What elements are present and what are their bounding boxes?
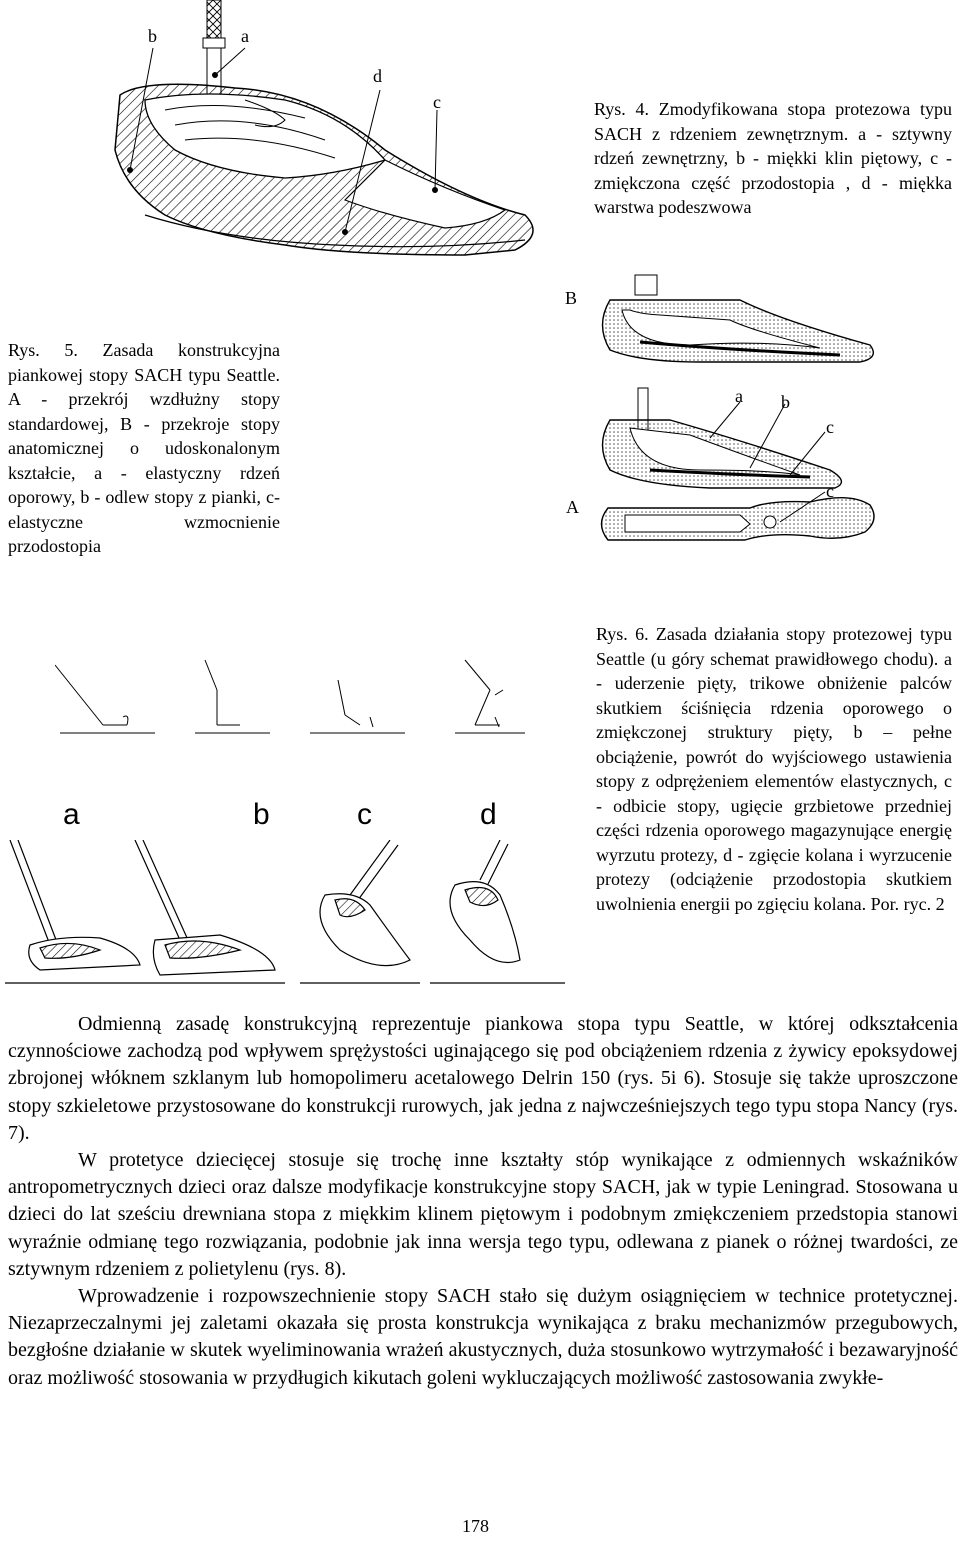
fig4-label-d: d	[373, 66, 382, 86]
fig6-label-b: b	[253, 798, 270, 831]
figure-4-caption: Rys. 4. Zmodyfikowana stopa protezowa typu SACH z rdzeniem zewnętrznym. a - sztywny rdzeń zewnętrzny, b - miękki klin piętowy, c - zmiękczona część przodostopia , d - miękka warstwa podeszwowa	[594, 99, 952, 217]
paragraph-3: Wprowadzenie i rozpowszechnienie stopy SACH stało się dużym osiągnięciem w technice protetycznej. Niezaprzeczalnymi jej zaletami okazała się prosta konstrukcja wynikająca z braku mechanizmów przegubowych, bezgłośne działanie w skutek wyeliminowania wrażeń akustycznych, duża stosunkowo wytrzymałość i bezawaryjność oraz możliwość stosowania w przydługich kikutach goleni wykluczających możliwość zastosowania zwykłe-	[8, 1285, 958, 1389]
paragraph-2: W protetyce dziecięcej stosuje się trochę inne kształty stóp wynikające z odmiennych wskaźników antropometrycznych dzieci oraz dalsze modyfikacje konstrukcyjne stopy SACH, jak w typie Leningrad. Stosowana u dzieci do lat sześciu drewniana stopa z miękkim klinem piętowym i podobnym zmiękczeniem przedstopia stanowi wyraźnie odmianę tego rozwiązania, podobnie jak inna wersja tego typu, odlewana z pianek o różnej twardości, ze sztywnym rdzeniem z polietylenu (rys. 8).	[8, 1149, 958, 1280]
paragraph-1: Odmienną zasadę konstrukcyjną reprezentuje piankowa stopa typu Seattle, w której odkształcenia czynnościowe zachodzą pod wpływem sprężystości uginającego się pod obciążeniem rdzenia z żywicy epoksydowej zbrojonej włóknem szklanym lub homopolimeru acetalowego Delrin 150 (rys. 5i 6). Stosuje się także uproszczone stopy szkieletowe przystosowane do konstrukcji rurowych, jak jedna z najwcześniejszych tego typu stopa Nancy (rys. 7).	[8, 1013, 958, 1144]
fig5-label-c2: c	[826, 481, 834, 501]
figure-4-illustration	[85, 0, 585, 300]
fig5-label-B: B	[565, 288, 578, 308]
fig6-label-a: a	[63, 798, 80, 831]
body-text	[8, 1011, 958, 1392]
figure-6-gait-schematic	[55, 655, 565, 745]
fig4-label-a: a	[241, 26, 249, 46]
figure-6-caption: Rys. 6. Zasada działania stopy protezowej typu Seattle (u góry schemat prawidłowego chodu). a - uderzenie pięty, trikowe obniżenie palców skutkiem ściśnięcia rdzenia oporowego o zmiękczonej struktury pięty, b – pełne obciążenie, powrót do wyjściowego ustawienia stopy z odprężeniem elementów elastycznych, c - odbicie stopy, ugięcie grzbietowe przedniej części rdzenia oporowego magazynujące energię wyrzutu protezy, d - zgięcie kolana i wyrzucenie protezy (odciążenie przodostopia skutkiem uwolnienia energii po zgięciu kolana. Por. ryc. 2	[596, 624, 952, 914]
figure-6-foot-phases	[0, 840, 570, 990]
page-number: 178	[462, 1516, 489, 1536]
fig5-label-c1: c	[826, 417, 834, 437]
figure-5-illustration	[580, 270, 950, 570]
fig6-label-c: c	[357, 798, 372, 831]
fig4-label-b: b	[148, 26, 157, 46]
fig4-label-c: c	[433, 92, 441, 112]
fig5-label-A: A	[566, 497, 579, 517]
fig5-label-a: a	[735, 386, 743, 406]
fig6-label-d: d	[480, 798, 497, 831]
figure-5-caption: Rys. 5. Zasada konstrukcyjna piankowej stopy SACH typu Seattle. A - przekrój wzdłużny stopy standardowej, B - przekroje stopy anatomicznej o udoskonalonym kształcie, a - elastyczny rdzeń oporowy, b - odlew stopy z pianki, c- elastyczne wzmocnienie przodostopia	[8, 340, 280, 556]
fig5-label-b: b	[781, 392, 790, 412]
